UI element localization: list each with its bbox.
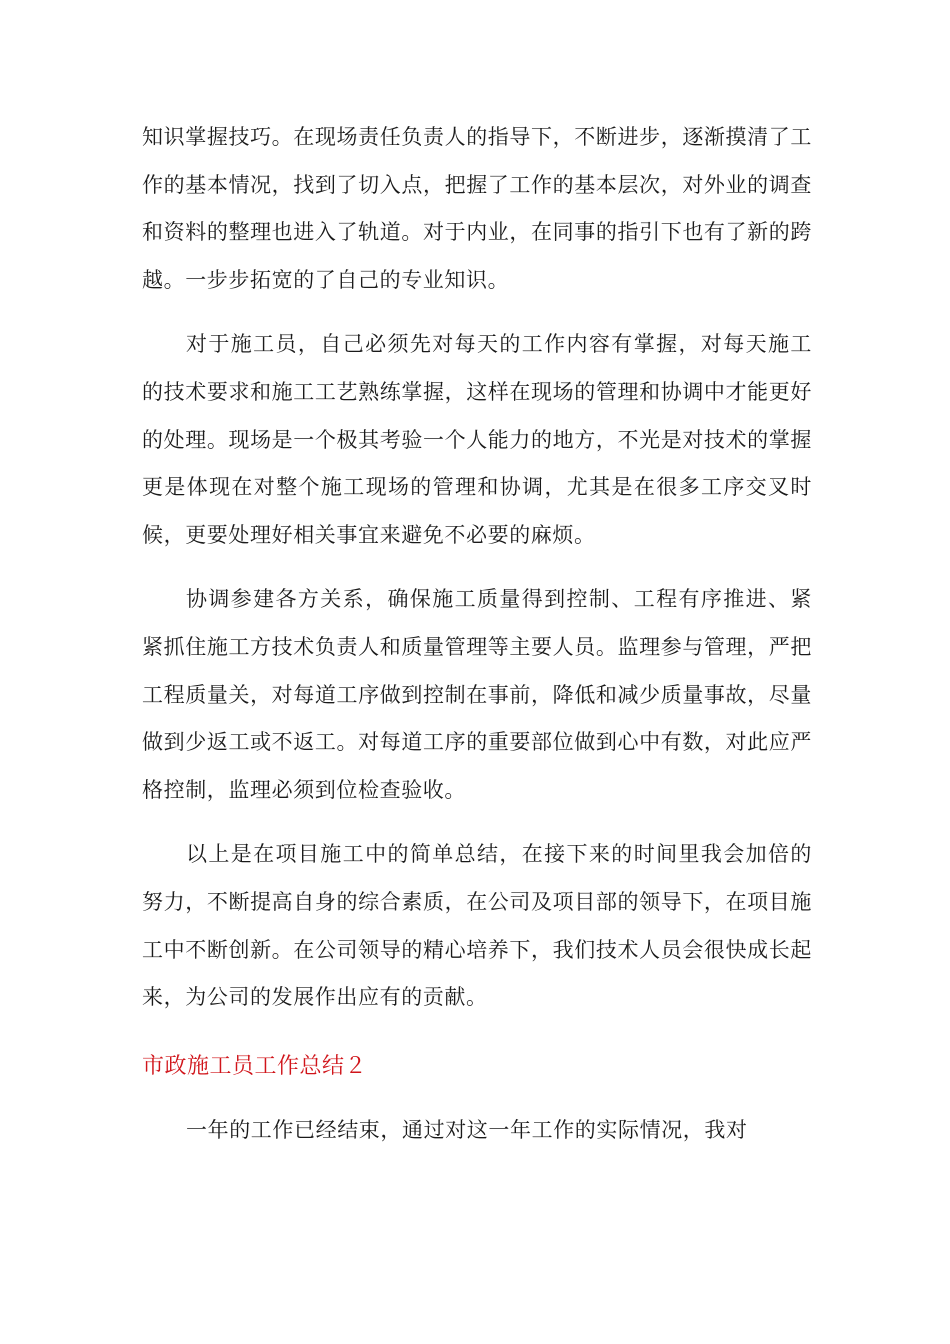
paragraph-4: 以上是在项目施工中的简单总结，在接下来的时间里我会加倍的努力，不断提高自身的综合素质，在公司及项目部的领导下，在项目施工中不断创新。在公司领导的精心培养下，我们技术人员会很快成长起来，为公司的发展作出应有的贡献。: [142, 842, 812, 1010]
paragraph-5: 一年的工作已经结束，通过对这一年工作的实际情况，我对: [186, 1117, 748, 1142]
paragraph-2: 对于施工员，自己必须先对每天的工作内容有掌握，对每天施工的技术要求和施工工艺熟练掌握，这样在现场的管理和协调中才能更好的处理。现场是一个极其考验一个人能力的地方，不光是对技术的掌握更是体现在对整个施工现场的管理和协调，尤其是在很多工序交叉时候，更要处理好相关事宜来避免不必要的麻烦。: [142, 332, 812, 547]
document-page: [142, 114, 812, 1154]
paragraph-1: 知识掌握技巧。在现场责任负责人的指导下，不断进步，逐渐摸清了工作的基本情况，找到了切入点，把握了工作的基本层次，对外业的调查和资料的整理也进入了轨道。对于内业，在同事的指引下也有了新的跨越。一步步拓宽的了自己的专业知识。: [142, 125, 812, 292]
paragraph-3: 协调参建各方关系，确保施工质量得到控制、工程有序推进、紧紧抓住施工方技术负责人和质量管理等主要人员。监理参与管理，严把工程质量关，对每道工序做到控制在事前，降低和减少质量事故，尽量做到少返工或不返工。对每道工序的重要部位做到心中有数，对此应严格控制，监理必须到位检查验收。: [142, 587, 812, 802]
section-heading: 市政施工员工作总结２: [142, 1053, 368, 1079]
